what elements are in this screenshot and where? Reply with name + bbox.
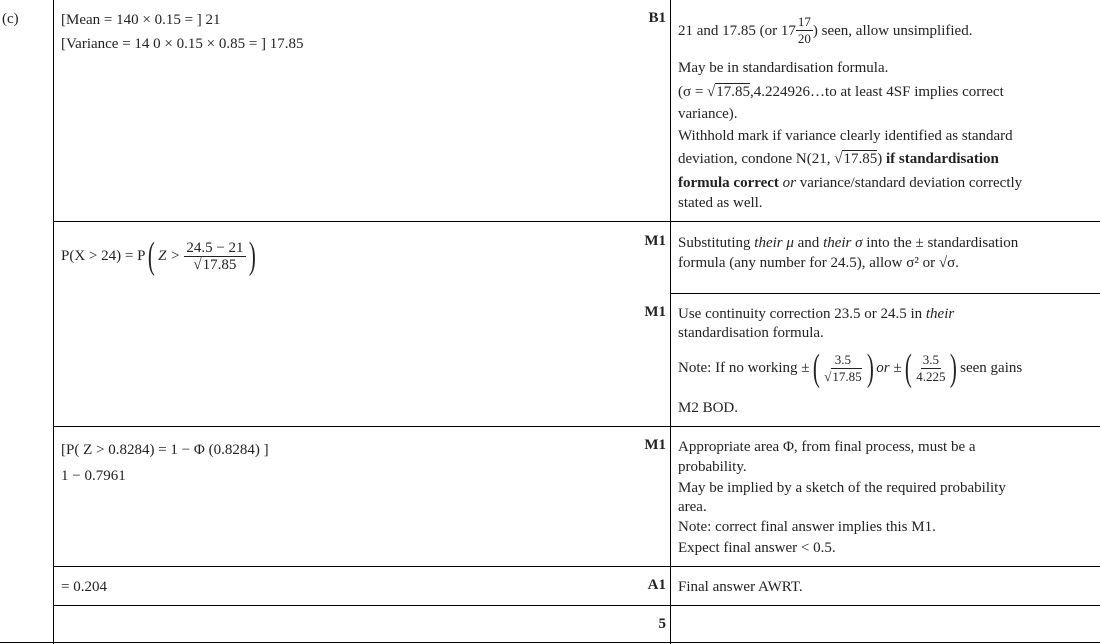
guidance-text: ) bbox=[877, 151, 883, 167]
right-paren: ) bbox=[950, 347, 958, 389]
expression-lhs: P(X > 24) = P bbox=[61, 248, 146, 264]
guidance-line: Expect final answer < 0.5. bbox=[678, 540, 836, 556]
guidance-line: Final answer AWRT. bbox=[678, 579, 803, 595]
guidance-text: ) seen, allow unsimplified. bbox=[812, 22, 973, 39]
column-divider bbox=[670, 0, 671, 644]
fraction: $\frac{3.5}{√17.85}$ bbox=[824, 351, 862, 384]
fraction-denominator: 17.85 bbox=[202, 256, 237, 273]
mark-code: M1 bbox=[644, 437, 666, 453]
working-line: = 0.204 bbox=[61, 579, 107, 595]
guidance-line: standardisation formula. bbox=[678, 325, 824, 341]
row-divider bbox=[53, 426, 1100, 427]
guidance-text: seen gains bbox=[960, 360, 1023, 376]
fraction-numerator: 3.5 bbox=[834, 351, 852, 367]
fraction-denominator: 4.225 bbox=[916, 368, 946, 384]
guidance-note bbox=[678, 346, 1022, 390]
left-paren: ( bbox=[148, 235, 156, 277]
guidance-line: Withhold mark if variance clearly identified as standard bbox=[678, 128, 1013, 144]
right-paren: ) bbox=[248, 235, 256, 277]
guidance-text: and bbox=[793, 235, 824, 251]
right-paren: ) bbox=[866, 347, 874, 389]
guidance-line bbox=[678, 14, 972, 47]
total-marks: 5 bbox=[658, 616, 666, 632]
left-paren: ( bbox=[904, 347, 912, 389]
guidance-text: deviation, condone N(21, √ bbox=[678, 151, 843, 167]
guidance-italic-text: their σ bbox=[823, 235, 863, 251]
working-line: [Mean = 140 × 0.15 = ] 21 bbox=[61, 12, 221, 28]
fraction bbox=[796, 14, 813, 47]
guidance-text: (σ = √ bbox=[678, 84, 716, 100]
row-divider bbox=[0, 642, 1100, 643]
guidance-line: Appropriate area Φ, from final process, must be a bbox=[678, 439, 976, 455]
guidance-line bbox=[678, 304, 954, 324]
guidance-text: ,4.224926…to at least 4SF implies correct bbox=[750, 84, 1004, 100]
guidance-italic-text: their bbox=[925, 306, 955, 322]
guidance-line: area. bbox=[678, 499, 707, 515]
mark-code: B1 bbox=[648, 10, 666, 26]
fraction-numerator: 24.5 − 21 bbox=[186, 239, 244, 256]
row-divider bbox=[53, 566, 1100, 567]
working-line: [P( Z > 0.8284) = 1 − Φ (0.8284) ] bbox=[61, 442, 269, 458]
working-line: 1 − 0.7961 bbox=[61, 468, 126, 484]
sqrt-value: 17.85 bbox=[843, 151, 878, 167]
guidance-line: stated as well. bbox=[678, 195, 763, 211]
mark-code: M1 bbox=[644, 233, 666, 249]
guidance-italic-text: or ± bbox=[876, 360, 902, 376]
left-paren: ( bbox=[812, 347, 820, 389]
guidance-italic-text: their μ bbox=[754, 235, 794, 251]
guidance-italic-text: or bbox=[778, 175, 800, 191]
mark-code: A1 bbox=[647, 577, 666, 593]
expression-z: Z > bbox=[158, 248, 181, 264]
fraction-denominator: 20 bbox=[797, 31, 811, 46]
guidance-bold-text: formula correct bbox=[678, 175, 779, 191]
guidance-text: 21 and 17.85 (or 17 bbox=[678, 22, 796, 39]
guidance-text: into the ± standardisation bbox=[862, 235, 1019, 251]
guidance-text: Substituting bbox=[678, 235, 755, 251]
part-label: (c) bbox=[2, 11, 19, 27]
guidance-line: May be implied by a sketch of the required probability bbox=[678, 480, 1006, 496]
guidance-line: Note: correct final answer implies this M1. bbox=[678, 519, 936, 535]
guidance-text: Note: If no working ± bbox=[678, 360, 810, 376]
working-expression bbox=[61, 236, 258, 276]
guidance-line: May be in standardisation formula. bbox=[678, 60, 889, 76]
fraction-numerator: 17 bbox=[797, 14, 811, 29]
guidance-text: variance/standard deviation correctly bbox=[799, 175, 1023, 191]
guidance-line bbox=[678, 173, 1022, 193]
guidance-line bbox=[678, 233, 1018, 253]
row-divider bbox=[53, 605, 1100, 606]
mark-code: M1 bbox=[644, 304, 666, 320]
column-divider bbox=[53, 0, 54, 644]
guidance-text: Use continuity correction 23.5 or 24.5 in bbox=[678, 306, 926, 322]
fraction-numerator: 3.5 bbox=[922, 351, 939, 367]
fraction-denominator: 17.85 bbox=[832, 368, 862, 384]
fraction bbox=[914, 352, 947, 385]
row-divider bbox=[670, 293, 1100, 294]
guidance-line: formula (any number for 24.5), allow σ² or √σ. bbox=[678, 255, 959, 271]
guidance-line bbox=[678, 149, 999, 169]
guidance-line: variance). bbox=[678, 106, 738, 122]
guidance-bold-text: if standardisation bbox=[882, 151, 999, 167]
guidance-line bbox=[678, 82, 1004, 102]
fraction: $\frac{24.5 - 21}{√17.85}$ bbox=[186, 239, 244, 273]
sqrt-value: 17.85 bbox=[716, 84, 751, 100]
row-divider bbox=[53, 221, 1100, 222]
working-line: [Variance = 14 0 × 0.15 × 0.85 = ] 17.85 bbox=[61, 36, 304, 52]
guidance-line: M2 BOD. bbox=[678, 400, 739, 416]
guidance-line: probability. bbox=[678, 459, 747, 475]
